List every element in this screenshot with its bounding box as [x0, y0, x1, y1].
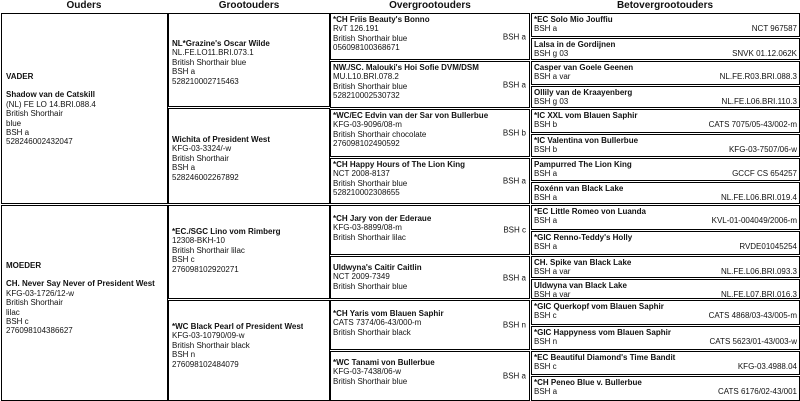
parent-card-vader — [1, 13, 168, 204]
gggp-registration: KFG-03.4988.04 — [737, 362, 797, 372]
gggp-breed-code: BSH c — [534, 362, 557, 372]
grandparent-line: BSH n — [172, 350, 196, 360]
gggp-breed-code: BSH a — [534, 169, 558, 179]
gggp-name: *GIC Renno-Teddy's Holly — [534, 233, 633, 242]
gggp-name: *EC Little Romeo von Luanda — [534, 207, 647, 216]
grandparent-card — [168, 300, 330, 401]
ggp-line: 276098102490592 — [333, 139, 400, 149]
gggp-card — [531, 279, 800, 299]
greatgrandparent-card — [330, 158, 530, 204]
ggp-name: *WC Tanami von Bullerbue — [333, 358, 435, 367]
gggp-name: Lalsa in de Gordijnen — [534, 40, 616, 49]
gggp-registration: CATS 5623/01-43/003-w — [709, 337, 797, 347]
ggp-name: *WC/EC Edvin van der Sar von Bullerbue — [333, 111, 489, 120]
greatgrandparent-card — [330, 13, 530, 60]
parent-line: British Shorthair — [6, 298, 63, 308]
greatgrandparent-card — [330, 300, 530, 350]
gggp-registration: GCCF CS 654257 — [732, 169, 797, 179]
greatgrandparent-card — [330, 61, 530, 108]
gggp-registration: NL.FE.L07.BRI.016.3 — [720, 290, 797, 299]
gggp-card — [531, 86, 800, 108]
grandparent-name: Wichita of President West — [172, 135, 271, 144]
ggp-breed-code: BSH a — [502, 31, 526, 41]
grandparent-line: KFG-03-10790/09-w — [172, 331, 245, 341]
gggp-card — [531, 231, 800, 255]
grandparent-line: British Shorthair black — [172, 340, 250, 350]
gggp-name: Casper van Goele Geenen — [534, 63, 634, 72]
gggp-breed-code: BSH b — [534, 145, 558, 155]
gggp-breed-code: BSH b — [534, 120, 558, 130]
ggp-line: British Shorthair chocolate — [333, 129, 427, 139]
ggp-line: 056098100368671 — [333, 43, 400, 53]
grandparent-line: KFG-03-3324/-w — [172, 144, 232, 154]
gggp-card — [531, 61, 800, 85]
parent-role: VADER — [6, 72, 34, 81]
grandparent-line: NL.FE.LO11.BRI.073.1 — [172, 48, 254, 58]
parent-line: British Shorthair — [6, 109, 63, 119]
ggp-line: 528210002530732 — [333, 91, 400, 101]
ggp-breed-code: BSH a — [502, 371, 526, 381]
ggp-line: NCT 2009-7349 — [333, 272, 390, 282]
ggp-line: British Shorthair blue — [333, 33, 408, 43]
gggp-card — [531, 256, 800, 278]
gggp-registration: CATS 7075/05-43/002-m — [708, 120, 797, 130]
gggp-registration: CATS 4868/03-43/005-m — [708, 311, 797, 321]
ggp-line: British Shorthair blue — [333, 81, 408, 91]
gggp-breed-code: BSH a — [534, 387, 558, 397]
grandparent-name: NL*Grazine's Oscar Wilde — [172, 39, 270, 48]
gggp-name: Ollily van de Kraayenberg — [534, 88, 633, 97]
ggp-name: *CH Yaris vom Blauen Saphir — [333, 309, 444, 318]
parent-line: KFG-03-1726/12-w — [6, 288, 75, 298]
gggp-registration: NL.FE.L06.BRI.093.3 — [720, 267, 797, 277]
ggp-line: KFG-03-7438/06-w — [333, 367, 402, 377]
ggp-breed-code: BSH a — [502, 272, 526, 282]
ggp-name: *CH Happy Hours of The Lion King — [333, 160, 465, 169]
grandparent-card — [168, 13, 330, 107]
grandparent-line: BSH a — [172, 163, 196, 173]
ggp-line: CATS 7374/06-43/000-m — [333, 318, 422, 328]
gggp-card — [531, 205, 800, 230]
gggp-registration: CATS 6176/02-43/001 — [717, 387, 797, 397]
header-ouders: Ouders — [66, 0, 102, 11]
ggp-breed-code: BSH a — [502, 176, 526, 186]
parent-card-moeder — [1, 205, 168, 401]
ggp-line: KFG-03-8899/08-m — [333, 223, 402, 233]
gggp-breed-code: BSH a var — [534, 72, 571, 82]
gggp-name: *IC Valentina von Bullerbue — [534, 136, 639, 145]
ggp-line: RvT 126.191 — [333, 24, 379, 34]
ggp-line: British Shorthair black — [333, 327, 411, 337]
gggp-registration: SNVK 01.12.062K — [732, 49, 797, 59]
parent-line: blue — [6, 118, 22, 128]
ggp-line: 528210002308655 — [333, 188, 400, 198]
grandparent-name: *WC Black Pearl of President West — [172, 322, 304, 331]
parent-line: lilac — [6, 307, 20, 317]
parent-line: BSH a — [6, 128, 30, 138]
gggp-name: *EC Solo Mio Jouffiu — [534, 15, 613, 24]
gggp-card — [531, 376, 800, 401]
gggp-breed-code: BSH g 03 — [534, 97, 569, 107]
gggp-card — [531, 109, 800, 133]
grandparent-line: 276098102920271 — [172, 264, 239, 274]
gggp-card — [531, 182, 800, 204]
gggp-card — [531, 351, 800, 375]
gggp-card — [531, 300, 800, 325]
gggp-registration: NL.FE.L06.BRI.019.4 — [720, 193, 797, 203]
gggp-name: Uldwyna van Black Lake — [534, 281, 627, 290]
grandparent-card — [168, 205, 330, 299]
ggp-line: KFG-03-9096/08-m — [333, 120, 402, 130]
grandparent-line: 276098102484079 — [172, 359, 239, 369]
gggp-breed-code: BSH a — [534, 216, 558, 226]
ggp-name: *CH Friis Beauty's Bonno — [333, 15, 430, 24]
grandparent-name: *EC./SGC Lino vom Rimberg — [172, 227, 281, 236]
gggp-name: Roxénn van Black Lake — [534, 184, 624, 193]
ggp-line: NCT 2008-8137 — [333, 169, 390, 179]
gggp-name: Pampurred The Lion King — [534, 160, 632, 169]
gggp-card — [531, 326, 800, 350]
grandparent-line: 12308-BKH-10 — [172, 236, 225, 246]
ggp-name: NW./SC. Malouki's Hoi Sofie DVM/DSM — [333, 63, 479, 72]
gggp-registration: NL.FE.R03.BRI.088.3 — [719, 72, 797, 82]
greatgrandparent-card — [330, 351, 530, 401]
grandparent-line: 528210002715463 — [172, 76, 239, 86]
gggp-breed-code: BSH a — [534, 193, 558, 203]
gggp-breed-code: BSH g 03 — [534, 49, 569, 59]
header-betovergrootouders: Betovergrootouders — [616, 0, 714, 11]
gggp-name: *GIC Querkopf vom Blauen Saphir — [534, 302, 664, 311]
gggp-name: CH. Spike van Black Lake — [534, 258, 632, 267]
gggp-breed-code: BSH a var — [534, 267, 571, 277]
header-grootouders: Grootouders — [218, 0, 280, 11]
gggp-card — [531, 13, 800, 37]
ggp-name: Uldwyna's Caitir Caitlin — [333, 263, 422, 272]
parent-line: BSH c — [6, 317, 29, 327]
gggp-name: *IC XXL vom Blauen Saphir — [534, 111, 638, 120]
ggp-line: MU.L10.BRI.078.2 — [333, 72, 399, 82]
grandparent-line: BSH a — [172, 67, 196, 77]
ggp-line: British Shorthair blue — [333, 376, 408, 386]
parent-line: 528246002432047 — [6, 137, 73, 147]
parent-name: Shadow van de Catskill — [6, 90, 95, 100]
gggp-breed-code: BSH c — [534, 311, 557, 321]
grandparent-line: British Shorthair blue — [172, 57, 247, 67]
ggp-breed-code: BSH n — [502, 320, 526, 330]
gggp-registration: RVDE01045254 — [739, 242, 797, 252]
parent-line: 276098104386627 — [6, 326, 73, 336]
ggp-breed-code: BSH b — [502, 128, 526, 138]
gggp-breed-code: BSH a var — [534, 290, 571, 299]
ggp-breed-code: BSH c — [503, 225, 526, 235]
gggp-name: *GIC Happyness vom Blauen Saphir — [534, 328, 671, 337]
gggp-breed-code: BSH a — [534, 242, 558, 252]
header-overgrootouders: Overgrootouders — [389, 0, 471, 11]
gggp-card — [531, 134, 800, 157]
greatgrandparent-card — [330, 205, 530, 255]
gggp-name: *CH Peneo Blue v. Bullerbue — [534, 378, 642, 387]
ggp-breed-code: BSH a — [502, 79, 526, 89]
gggp-registration: NCT 967587 — [751, 24, 797, 34]
ggp-line: British Shorthair blue — [333, 281, 408, 291]
greatgrandparent-card — [330, 109, 530, 157]
grandparent-line: British Shorthair lilac — [172, 245, 245, 255]
grandparent-line: BSH c — [172, 255, 195, 265]
parent-name: CH. Never Say Never of President West — [6, 279, 155, 289]
ggp-name: *CH Jary von der Ederaue — [333, 214, 432, 223]
parent-role: MOEDER — [6, 261, 42, 270]
grandparent-line: British Shorthair — [172, 153, 229, 163]
ggp-line: British Shorthair lilac — [333, 232, 406, 242]
gggp-card — [531, 38, 800, 60]
gggp-breed-code: BSH a — [534, 24, 558, 34]
parent-line: (NL) FE LO 14.BRI.088.4 — [6, 99, 96, 109]
grandparent-line: 528246002267892 — [172, 172, 239, 182]
gggp-registration: NL.FE.L06.BRI.110.3 — [721, 97, 797, 107]
gggp-registration: KFG-03-7507/06-w — [728, 145, 797, 155]
greatgrandparent-card — [330, 256, 530, 299]
gggp-breed-code: BSH n — [534, 337, 558, 347]
gggp-name: *EC Beautiful Diamond's Time Bandit — [534, 353, 676, 362]
grandparent-card — [168, 108, 330, 204]
gggp-registration: KVL-01-004049/2006-m — [711, 216, 797, 226]
gggp-card — [531, 158, 800, 181]
ggp-line: British Shorthair blue — [333, 178, 408, 188]
